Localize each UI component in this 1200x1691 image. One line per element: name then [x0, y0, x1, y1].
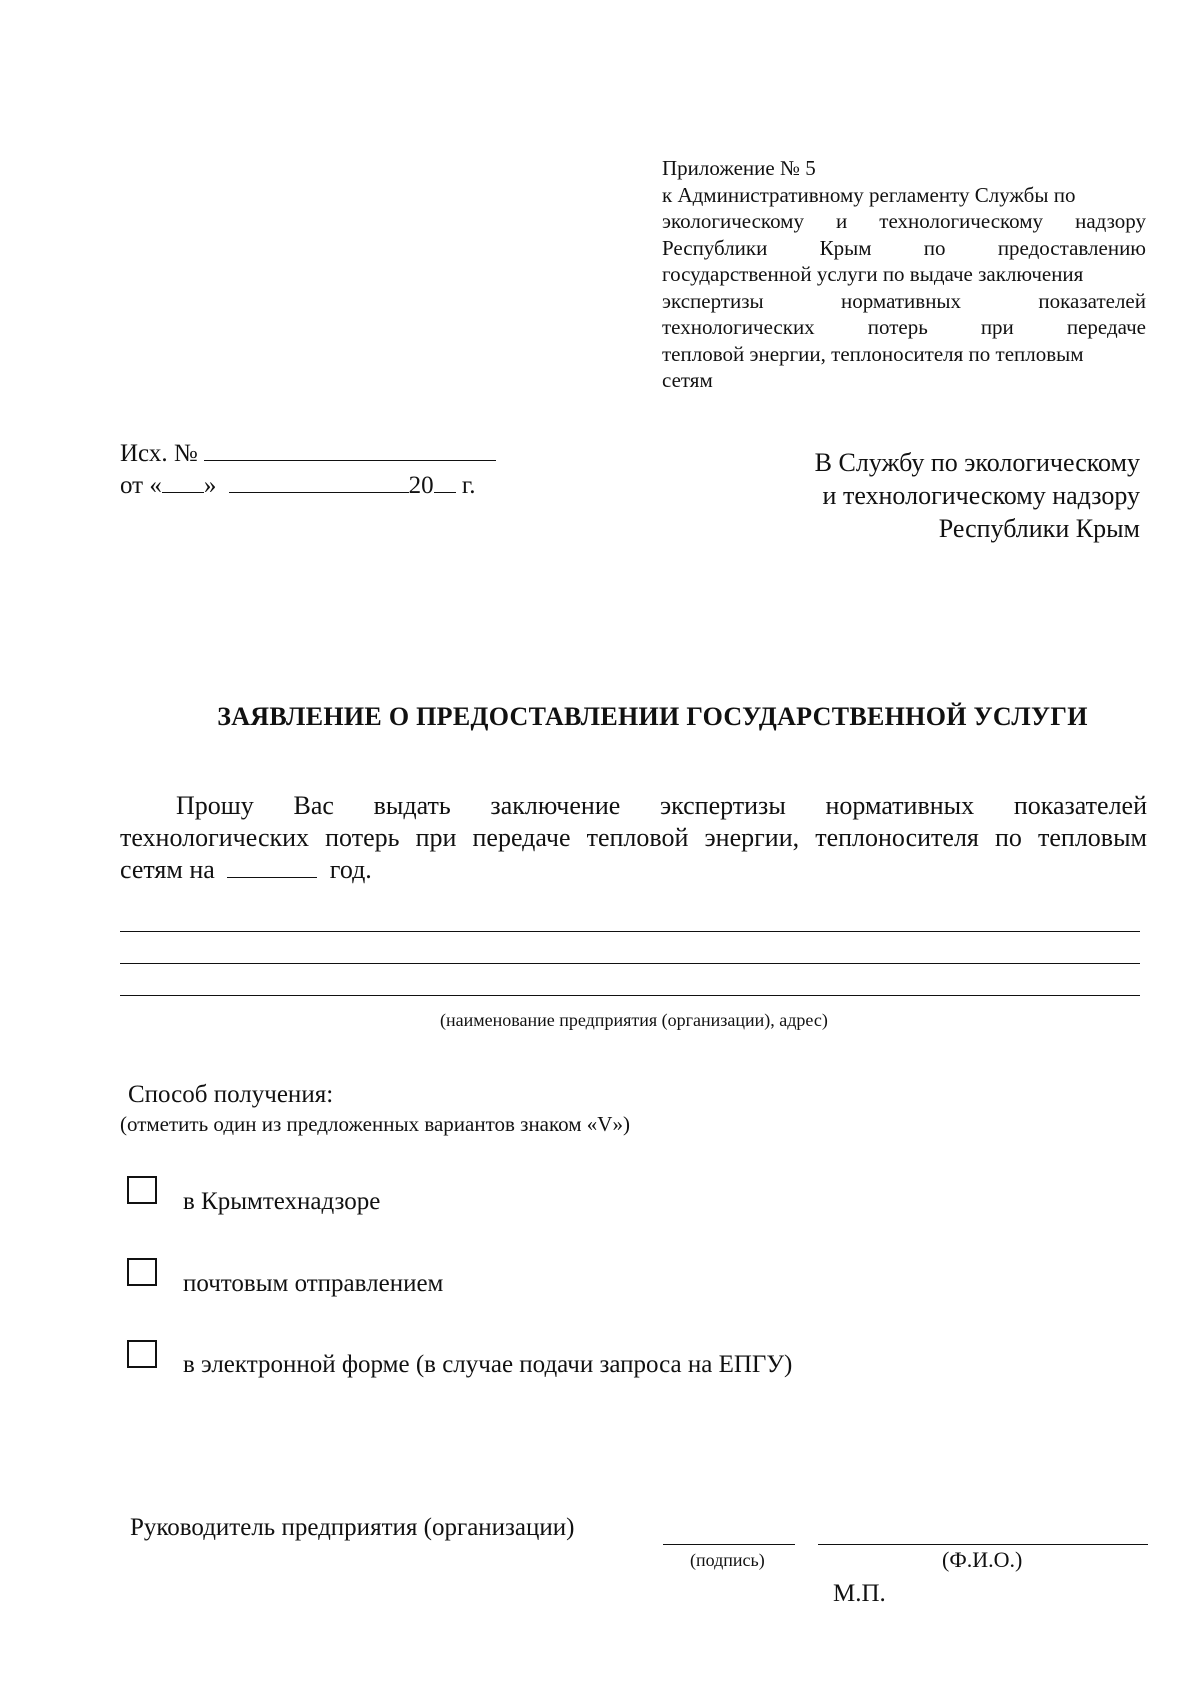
body-line: Прошу Вас выдать заключение экспертизы нормативных показателей: [176, 791, 1147, 820]
body-line3-suffix: год.: [329, 855, 372, 884]
org-name-line-1[interactable]: [120, 931, 1140, 932]
addressee-line: В Службу по экологическому: [814, 448, 1140, 477]
addressee-block: [720, 446, 1140, 545]
year-prefix: 20: [408, 472, 434, 499]
appendix-title: Приложение № 5: [662, 156, 816, 180]
appendix-line: экспертизы нормативных показателей: [662, 288, 1146, 313]
body-line-3: [120, 854, 1147, 886]
appendix-line: экологическому и технологическому надзору: [662, 209, 1146, 233]
date-prefix: от «: [120, 472, 162, 499]
signer-label: Руководитель предприятия (организации): [130, 1514, 575, 1541]
option-electronic-checkbox[interactable]: [127, 1340, 157, 1368]
org-caption: (наименование предприятия (организации), адрес): [440, 1010, 828, 1030]
signature-caption: (подпись): [690, 1550, 765, 1570]
body-line3-prefix: сетям на: [120, 855, 215, 884]
year-suffix: г.: [461, 472, 476, 499]
option-post-checkbox[interactable]: [127, 1258, 157, 1286]
appendix-line: тепловой энергии, теплоносителя по тепловым: [662, 341, 1084, 366]
method-hint: (отметить один из предложенных вариантов знаком «V»): [120, 1112, 630, 1136]
option-krymtehnadzor-label: в Крымтехнадзоре: [183, 1188, 381, 1215]
outgoing-number-label: Исх. №: [120, 440, 198, 467]
fio-caption: (Ф.И.О.): [942, 1547, 1023, 1572]
fio-field[interactable]: [818, 1544, 1148, 1545]
date-month-field[interactable]: [229, 466, 409, 493]
addressee-line: и технологическому надзору: [822, 481, 1140, 510]
appendix-line: Республики Крым по предоставлению: [662, 235, 1146, 260]
document-title: ЗАЯВЛЕНИЕ О ПРЕДОСТАВЛЕНИИ ГОСУДАРСТВЕННОЙ УСЛУГИ: [217, 702, 1088, 731]
appendix-header: [662, 155, 1146, 394]
date-mid: »: [203, 472, 217, 499]
request-paragraph: [120, 790, 1147, 886]
outgoing-number-row: [120, 434, 496, 469]
outgoing-number-field[interactable]: [204, 434, 496, 461]
appendix-line: технологических потерь при передаче: [662, 315, 1146, 339]
option-krymtehnadzor-checkbox[interactable]: [127, 1176, 157, 1204]
addressee-line: Республики Крым: [938, 514, 1140, 543]
option-electronic-label: в электронной форме (в случае подачи запроса на ЕПГУ): [183, 1351, 793, 1378]
body-line: технологических потерь при передаче тепловой энергии, теплоносителя по тепловым: [120, 823, 1147, 852]
outgoing-date-row: [120, 466, 476, 501]
appendix-line: государственной услуги по выдаче заключения: [662, 262, 1084, 286]
year-field[interactable]: [227, 855, 317, 878]
org-name-line-3[interactable]: [120, 995, 1140, 996]
appendix-line: сетям: [662, 368, 713, 392]
date-day-field[interactable]: [162, 466, 204, 493]
signature-field[interactable]: [663, 1544, 795, 1545]
method-title: Способ получения:: [128, 1081, 334, 1108]
date-year-field[interactable]: [434, 466, 456, 493]
appendix-line: к Административному регламенту Службы по: [662, 182, 1076, 207]
option-post-label: почтовым отправлением: [183, 1270, 444, 1297]
org-name-line-2[interactable]: [120, 963, 1140, 964]
stamp-label: М.П.: [833, 1580, 886, 1607]
